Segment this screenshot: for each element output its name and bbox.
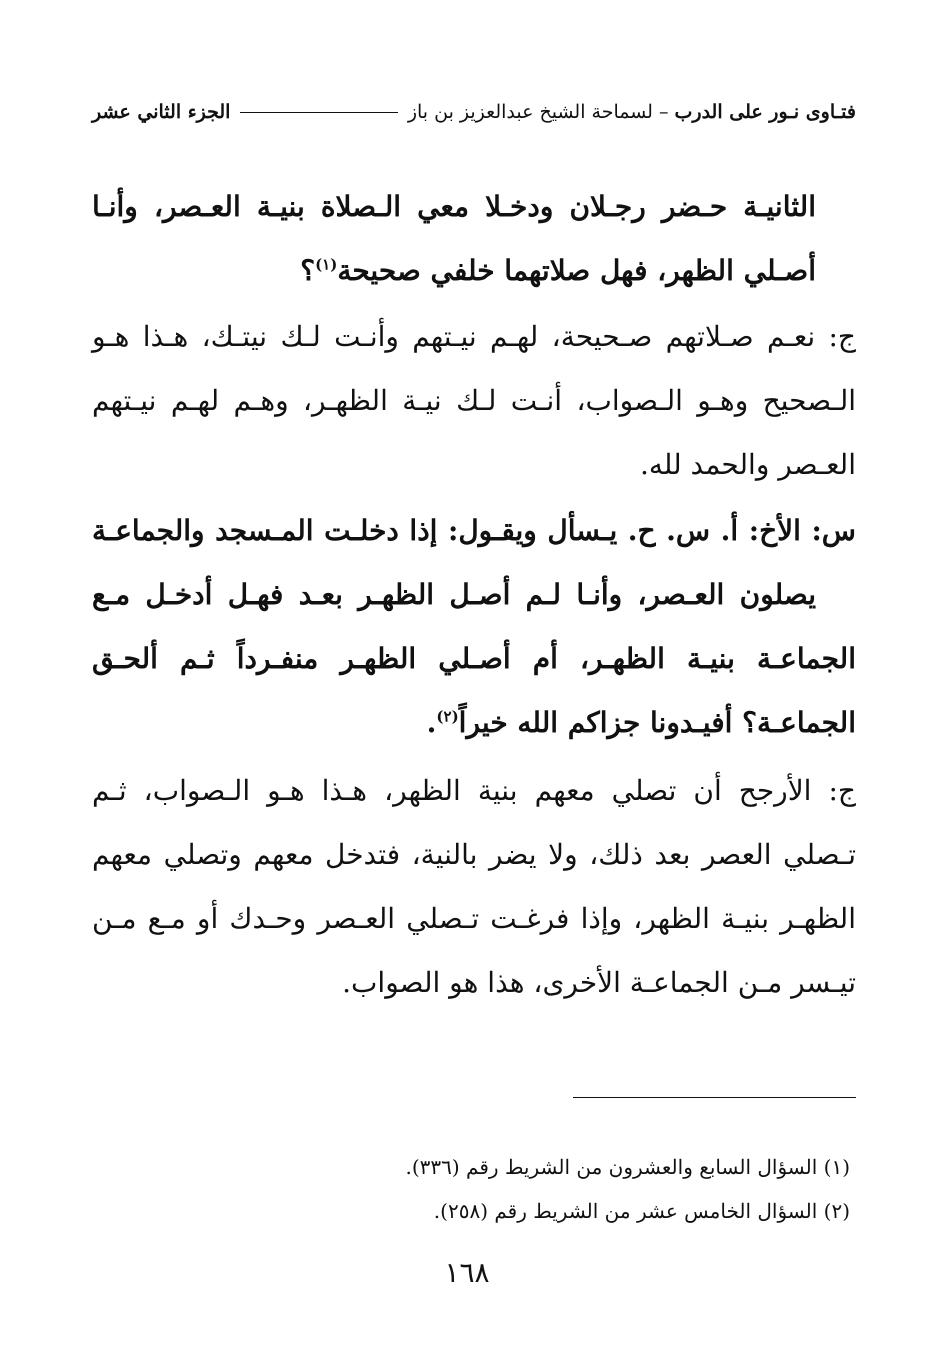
- book-title: فتـاوى نـور على الدرب: [674, 101, 856, 123]
- footnote-1: (١) السؤال السابع والعشرون من الشريط رقم (٣٣٦).: [405, 1155, 850, 1179]
- main-text: [92, 175, 856, 1015]
- footnote-ref-2: (٢): [436, 707, 459, 726]
- footnotes: [92, 1145, 850, 1233]
- question-continuation: [92, 175, 856, 303]
- answer-2-text: ج: الأرجح أن تصلي معهم بنية الظهر، هـذا هـو الـصواب، ثـم تـصلي العصر بعد ذلك، ولا يضر بالنية، فتدخل معهم وتصلي معهم الظهـر بنيـة الظهر، وإذا فرغـت تـصلي العـصر وحـدك أو مـع مـن تيـسر مـن الجماعـة الأخرى، هذا هو الصواب.: [92, 774, 856, 999]
- footnote-2: (٢) السؤال الخامس عشر من الشريط رقم (٢٥٨).: [433, 1199, 850, 1223]
- question-paragraph-2: [92, 499, 856, 755]
- footnote-ref-1: (١): [315, 255, 338, 274]
- question-mark: ؟: [300, 254, 316, 287]
- question-line-1: الثانيـة حـضر رجـلان ودخـلا معي الـصلاة بنيـة العـصر، وأنـا أصـلي: [92, 190, 816, 287]
- volume-label: الجزء الثاني عشر: [92, 101, 231, 123]
- footnote-separator: [573, 1097, 856, 1098]
- answer-paragraph-1: [92, 305, 856, 497]
- running-header: [92, 92, 856, 132]
- answer-paragraph-2: [92, 759, 856, 1015]
- header-rule: [240, 112, 397, 113]
- question-2-line-1: س: الأخ: أ. س. ح. يـسأل ويقـول: إذا دخلـت المـسجد والجماعـة: [92, 514, 856, 547]
- page-number: ١٦٨: [444, 1256, 490, 1289]
- question-2-end: .: [426, 706, 437, 739]
- answer-1-text: ج: نعـم صـلاتهم صـحيحة، لهـم نيـتهم وأنـت لـك نيتـك، هـذا هـو الـصحيح وهـو الـصواب، أنـت لـك نيـة الظهـر، وهـم لهـم نيـتهم العـصر والحمد لله.: [92, 320, 856, 481]
- question-2-rest: يصلون العـصر، وأنـا لـم أصـل الظهـر بعـد فهـل أدخـل مـع الجماعـة بنيـة الظهـر، أم أصـلي الظهـر منفـرداً ثـم ألحـق الجماعـة؟ أفيـدونا جزاكم الله خيراً: [92, 578, 856, 739]
- question-line-2: الظهر، فهل صلاتهما خلفي صحيحة: [337, 254, 734, 287]
- author-label: – لسماحة الشيخ عبدالعزيز بن باز: [407, 101, 669, 123]
